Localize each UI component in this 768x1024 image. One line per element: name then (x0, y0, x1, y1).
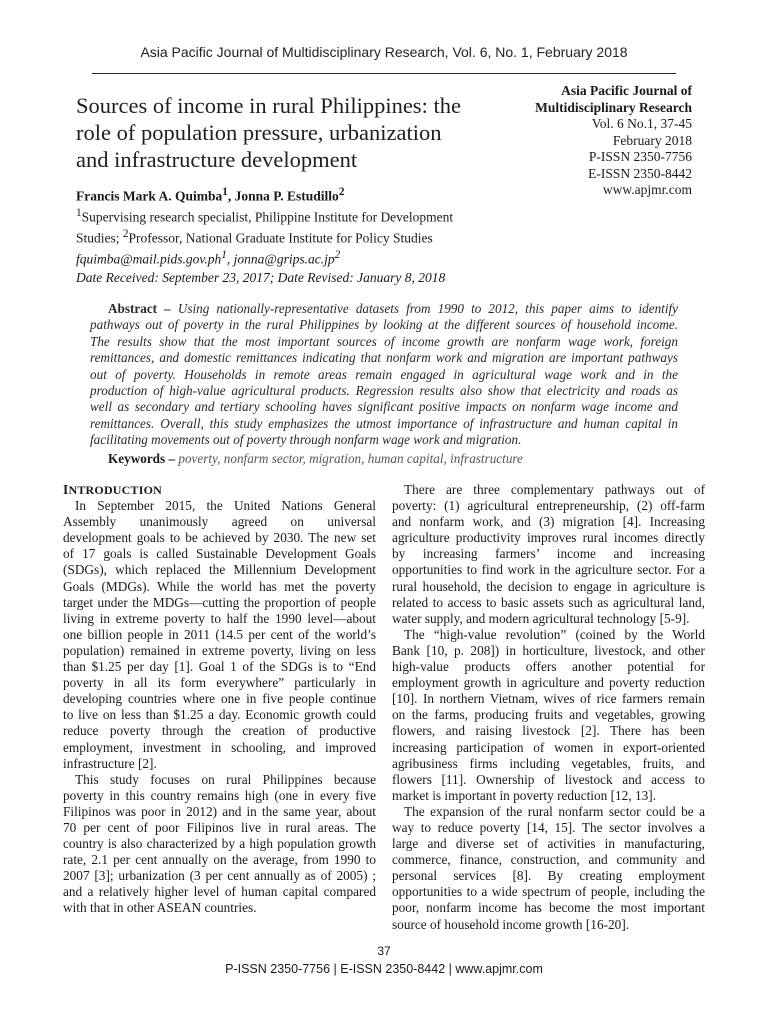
journal-website: www.apjmr.com (602, 182, 692, 197)
intro-line-25: with that in other ASEAN countries. (63, 900, 257, 916)
author-1-sup: 1 (222, 186, 228, 198)
intro-heading-rest: NTRODUCTION (68, 483, 163, 497)
intro-heading-initial: I (63, 482, 69, 497)
right-line-14: on the farms, producing fruits and vegetables, growing (392, 707, 705, 723)
abstract-line-5: production of high-value agricultural products. Regression results also show that electricity and roads as (90, 382, 678, 398)
right-line-0: There are three complementary pathways out of (404, 482, 705, 497)
paper-title: Sources of income in rural Philippines: the role of population pressure, urbanization and infrastructure development (76, 93, 461, 172)
right-line-18: flowers [11]. Ownership of livestock and access to (392, 771, 705, 787)
right-line-21: way to reduce poverty [14, 15]. The sector involves a (392, 819, 705, 835)
right-line-13: [10]. In northern Vietnam, wives of rice farmers remain (392, 691, 705, 707)
intro-line-5: Goals (MDGs). While the world has met the poverty (63, 578, 376, 594)
intro-line-19: Filipinos was poor in 2012) and in the same year, about (63, 803, 376, 819)
intro-heading (63, 482, 376, 498)
intro-line-23: 2007 [3]; urbanization (3 per cent annually as of 2005) ; (63, 868, 376, 884)
right-line-17: agribusiness firms including vegetables, fruits, and (392, 755, 705, 771)
intro-line-24: and a relatively higher level of human capital compared (63, 884, 376, 900)
keywords-text: poverty, nonfarm sector, migration, human capital, infrastructure (178, 451, 523, 466)
right-line-27: source of household income growth [16-20]. (392, 916, 630, 932)
journal-date: February 2018 (612, 132, 692, 148)
intro-line-21: country is also characterized by a high population growth (63, 836, 376, 852)
right-line-3: agriculture productivity improves rural incomes directly (392, 530, 705, 546)
intro-line-2: development goals to be achieved by 2030. The new set (63, 530, 376, 546)
left-column (63, 482, 376, 917)
intro-line-18: poverty in this country remains high (one in every five (63, 787, 376, 803)
right-line-20: The expansion of the rural nonfarm sector could be a (404, 803, 705, 819)
right-line-9: The “high-value revolution” (coined by the World (404, 626, 705, 642)
journal-info (452, 83, 692, 199)
abstract-line-0: Using nationally-representative datasets from 1990 to 2012, this paper aims to identify (177, 301, 679, 316)
email-2-sup: 2 (334, 249, 341, 261)
page-number: 37 (377, 944, 391, 958)
intro-line-4: (SDGs), which replaced the Millennium Development (63, 562, 376, 578)
journal-pissn: P-ISSN 2350-7756 (588, 149, 692, 164)
journal-name-line2: Multidisciplinary Research (535, 99, 692, 115)
journal-name-line1: Asia Pacific Journal of (561, 83, 692, 98)
header-rule (92, 73, 676, 74)
running-header: Asia Pacific Journal of Multidisciplinary Research, Vol. 6, No. 1, February 2018 (140, 44, 628, 60)
dates-line: Date Received: September 23, 2017; Date Revised: January 8, 2018 (76, 270, 446, 285)
intro-line-1: Assembly unanimously agreed on universal (63, 514, 376, 530)
right-line-11: high-value products offers another potential for (392, 659, 705, 675)
page-footer: P-ISSN 2350-7756 | E-ISSN 2350-8442 | www.apjmr.com (225, 962, 543, 976)
intro-line-11: poverty in all its form everywhere” particularly in (63, 675, 376, 691)
right-line-2: and nonfarm work, and (3) migration [4]. Increasing (392, 514, 705, 530)
abstract-line-1: pathways out of poverty in the rural Philippines by looking at the different sources of household income. (90, 317, 678, 333)
abstract (90, 301, 678, 449)
intro-line-6: target under the MDGs—cutting the proportion of people (63, 594, 376, 610)
email-2[interactable]: jonna@grips.ac.jp (233, 251, 335, 267)
right-line-1: poverty: (1) agricultural entrepreneurship, (2) off-farm (392, 498, 705, 514)
author-list (76, 186, 476, 205)
intro-line-22: rate, 2.1 per cent annually on the average, from 1990 to (63, 852, 376, 868)
email-separator: , (226, 251, 234, 267)
right-line-8: water supply, and modern agricultural technology [5-9]. (392, 610, 690, 626)
intro-line-7: living in extreme poverty to half the 1990 level—about (63, 610, 376, 626)
intro-line-15: employment, investment in schooling, and improved (63, 739, 376, 755)
intro-line-10: than $1.25 per day [1]. Goal 1 of the SDGs is to “End (63, 659, 376, 675)
affiliations (76, 205, 496, 268)
author-1: Francis Mark A. Quimba (76, 188, 223, 204)
right-line-16: increasing participation of women in export-oriented (392, 739, 705, 755)
email-1-sup: 1 (221, 249, 227, 261)
right-line-19: market is important in poverty reduction [12, 13]. (392, 787, 657, 803)
journal-volume: Vol. 6 No.1, 37-45 (591, 116, 692, 131)
intro-line-8: one billion people in 2011 (14.5 per cent of the world’s (63, 626, 376, 642)
intro-line-0: In September 2015, the United Nations General (75, 498, 376, 514)
right-line-10: Bank [10, p. 208]) in horticulture, livestock, and other (392, 642, 705, 658)
right-line-25: opportunities to a wide spectrum of people, including the (392, 884, 705, 900)
right-column (392, 482, 705, 933)
affil-2-text: Professor, National Graduate Institute for Policy Studies (128, 230, 433, 246)
journal-eissn: E-ISSN 2350-8442 (588, 165, 692, 181)
abstract-line-4: out of poverty. Households in remote areas remain engaged in agricultural wage work and in the (90, 366, 678, 382)
right-line-7: related to access to basic assets such as agricultural land, (392, 594, 705, 610)
affil-2-sup: 2 (122, 228, 129, 240)
intro-line-14: reduce poverty through the creation of productive (63, 723, 376, 739)
intro-line-13: to live on less than $1.25 a day. Economic growth could (63, 707, 376, 723)
abstract-line-6: well as secondary and tertiary schooling haves significant positive impacts on nonfarm wage income and (90, 399, 678, 415)
author-separator: , (227, 188, 235, 204)
author-2-sup: 2 (338, 186, 345, 198)
abstract-line (90, 301, 678, 317)
affil-1-text: Supervising research specialist, Philippine Institute for Development (81, 209, 454, 225)
email-1[interactable]: fquimba@mail.pids.gov.ph (76, 251, 222, 267)
intro-line-3: of 17 goals is called Sustainable Development Goals (63, 546, 376, 562)
keywords-label: Keywords – (108, 451, 179, 466)
author-2: Jonna P. Estudillo (234, 188, 339, 204)
abstract-label: Abstract – (108, 301, 178, 316)
intro-line-20: 70 per cent of poor Filipinos live in rural areas. The (63, 819, 376, 835)
right-line-26: poor, nonfarm income has become the most important (392, 900, 705, 916)
right-line-4: by increasing farmers’ income and increasing (392, 546, 705, 562)
right-line-12: employment growth in agriculture and poverty reduction (392, 675, 705, 691)
abstract-line-7: remittances. Overall, this study emphasizes the utmost importance of infrastructure and human capital in (90, 415, 678, 431)
affil-1-sup: 1 (76, 207, 82, 219)
abstract-line-8: facilitating movements out of poverty through nonfarm wage work and migration. (90, 432, 522, 448)
right-line-5: opportunities to find work in the agriculture sector. For a (392, 562, 705, 578)
right-line-6: rural household, the decision to engage in agriculture is (392, 578, 705, 594)
affil-2-prefix: Studies; (76, 230, 123, 246)
intro-line-17: This study focuses on rural Philippines because (75, 771, 376, 787)
abstract-line-2: The results show that the most important sources of income growth are nonfarm wage work, foreign (90, 333, 678, 349)
right-line-22: large and diverse set of activities in manufacturing, (392, 836, 705, 852)
keywords (108, 451, 668, 467)
right-line-23: commerce, finance, construction, and community and (392, 852, 705, 868)
right-line-24: personal services [8]. By creating employment (392, 868, 705, 884)
right-line-15: flowers, and raising livestock [2]. There has been (392, 723, 705, 739)
intro-line-9: population) remained in extreme poverty, living on less (63, 642, 376, 658)
intro-line-16: infrastructure [2]. (63, 755, 157, 771)
intro-line-12: developing countries where one in five people continue (63, 691, 376, 707)
abstract-line-3: remittances, and domestic remittances indicating that nonfarm work and migration are important pathways (90, 350, 678, 366)
